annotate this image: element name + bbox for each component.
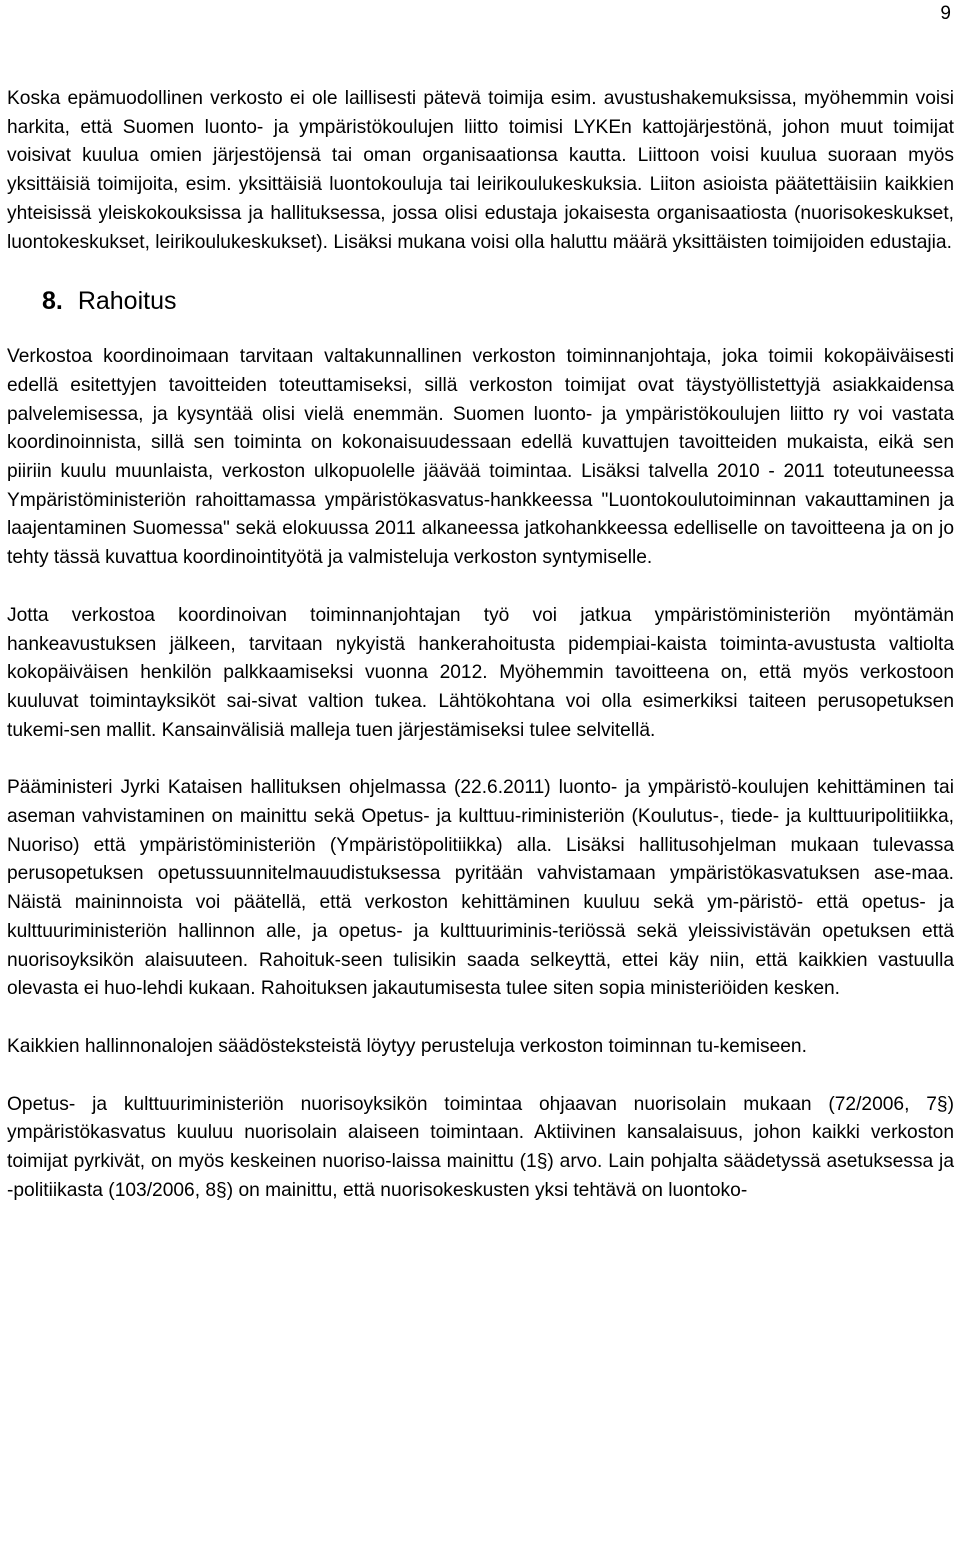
page-number: 9 <box>940 3 951 24</box>
paragraph-youth-act: Opetus- ja kulttuuriministeriön nuorisoyksikön toimintaa ohjaavan nuorisolain mukaan (72/2006, 7§) ympäristökasvatus kuuluu nuorisolain alaiseen toimintaan. Aktiivinen kansalaisuus, johon kaikki verkoston toimijat pyrkivät, on myös keskeinen nuoriso-laissa mainittu (1§) arvo. Lain pohjalta säädetyssä asetuksessa ja -politiikasta (103/2006, 8§) on mainittu, että nuorisokeskusten yksi tehtävä on luontoko- <box>7 1093 954 1201</box>
paragraph-operating-grant: Jotta verkostoa koordinoivan toiminnanjohtajan työ voi jatkua ympäristöministeriön myöntämän hankeavustuksen jälkeen, tarvitaan nykyistä hankerahoitusta pidempiai-kaista toiminta-avustusta valtiolta kokopäiväisen henkilön palkkaamiseksi vuonna 2012. Myöhemmin tavoitteena on, että myös verkostoon kuuluvat toimintayksiköt sai-sivat valtion tukea. Lähtökohtana voi olla esimerkiksi taiteen perusopetuksen tukemi-sen mallit. Kansainvälisiä malleja tuen järjestämiseksi tulee selvitellä. <box>7 604 954 741</box>
section-heading-funding <box>42 284 954 318</box>
paragraph-network-structure: Koska epämuodollinen verkosto ei ole laillisesti pätevä toimija esim. avustushakemuksissa, myöhemmin voisi harkita, että Suomen luonto- ja ympäristökoulujen liitto toimisi LYKEn kattojärjestönä, johon muut toimijat voisivat kuulua omien järjestöjensä tai oman organisaationsa kautta. Liittoon voisi kuulua suoraan myös yksittäisiä toimijoita, esim. yksittäisiä luontokouluja tai leirikoulukeskuksia. Liiton asioista päätettäisiin kaikkien yhteisissä yleiskokouksissa ja hallituksessa, jossa olisi edustaja jokaisesta organisaatiosta (nuorisokeskukset, luontokeskukset, leirikoulukeskukset). Lisäksi mukana voisi olla haluttu määrä yksittäisten toimijoiden edustajia. <box>7 88 954 253</box>
section-heading-text: Rahoitus <box>77 287 177 316</box>
paragraph-government-programme: Pääministeri Jyrki Kataisen hallituksen ohjelmassa (22.6.2011) luonto- ja ympäristö-koulujen kehittäminen tai aseman vahvistaminen on mainittu sekä Opetus- ja kulttuu-riministeriön (Koulutus-, tiede- ja kulttuuripolitiikka, Nuoriso) että ympäristöministeriön (Ympäristöpolitiikka) alla. Lisäksi hallitusohjelman mukaan tulevassa perusopetuksen opetussuunnitelmauudistuksessa pyritään vahvistamaan ympäristökasvatuksen ase-maa. Näistä maininnoista voi päätellä, että verkoston kehittäminen kuuluu sekä ym-päristö- että opetus- ja kulttuuriministeriön hallinnon alle, ja opetus- ja kulttuuriminis-teriössä sekä yleissivistävän opetuksen että nuorisoyksikön alaisuuteen. Rahoituk-seen tulisikin saada selkeyttä, ettei käy niin, että kaikkien vastuulla olevasta ei huo-lehdi kukaan. Rahoituksen jakautumisesta tulee siten sopia ministeriöiden kesken. <box>7 777 954 1000</box>
paragraph-coordination: Verkostoa koordinoimaan tarvitaan valtakunnallinen verkoston toiminnanjohtaja, joka toimii kokopäiväisesti edellä esitettyjen tavoitteiden toteuttamiseksi, sillä verkoston toimijat ovat täystyöllistettyjä asiakkaidensa palvelemisessa, ja kysyntää olisi vielä enemmän. Suomen luonto- ja ympäristökoulujen liitto ry voi vastata koordinoinnista, sillä sen toiminta on kokonaisuudessaan edellä kuvattujen tavoitteiden mukaista, eikä sen piiriin kuulu muunlaista, verkoston ulkopuolelle jäävää toimintaa. Lisäksi talvella 2010 - 2011 toteutuneessa Ympäristöministeriön rahoittamassa ympäristökasvatus-hankkeessa "Luontokoulutoiminnan vakauttaminen ja laajentaminen Suomessa" sekä elokuussa 2011 alkaneessa jatkohankkeessa edelliselle on tavoitteena ja on jo tehty tässä kuvattua koordinointityötä ja valmisteluja verkoston syntymiselle. <box>7 346 954 569</box>
paragraph-legislation: Kaikkien hallinnonalojen säädösteksteistä löytyy perusteluja verkoston toiminnan tu-kemiseen. <box>7 1035 807 1057</box>
document-body <box>7 85 954 1206</box>
section-heading-number: 8. <box>42 287 63 316</box>
